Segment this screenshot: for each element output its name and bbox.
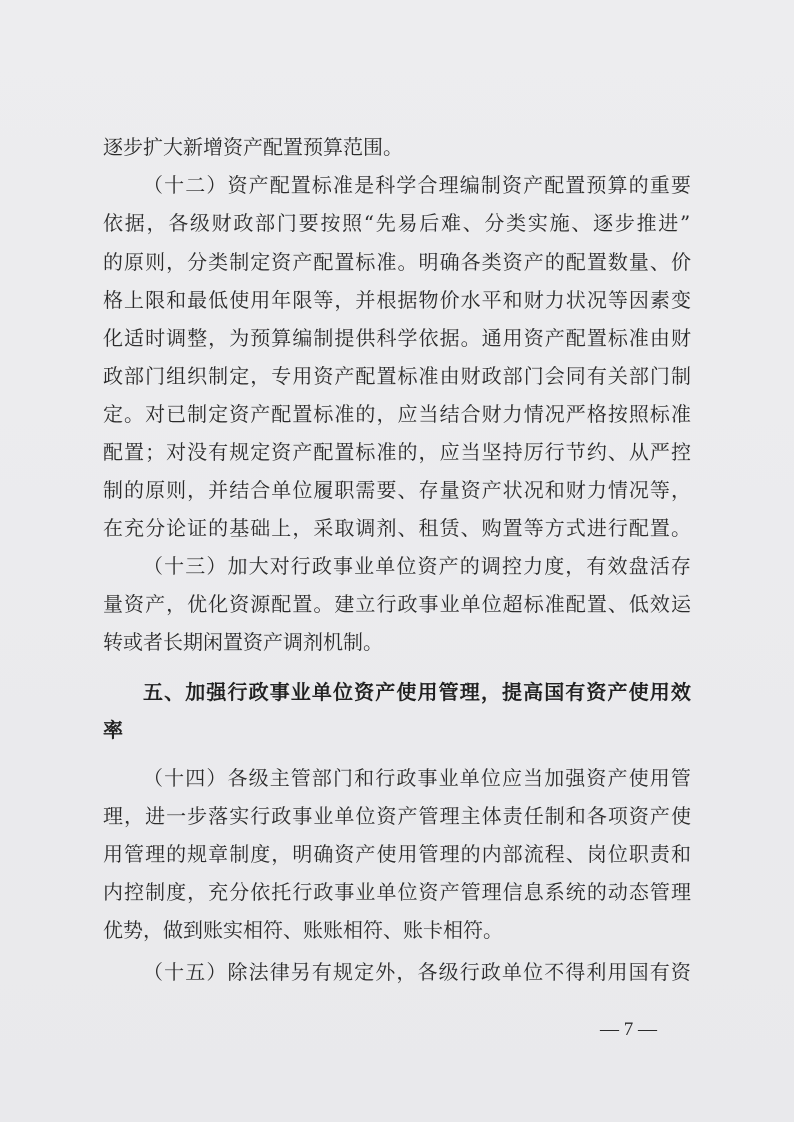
body-line: 依据，各级财政部门要按照“先易后难、分类实施、逐步推进” bbox=[103, 211, 692, 235]
body-line: 制的原则，并结合单位履职需要、存量资产状况和财力情况等， bbox=[103, 478, 692, 502]
body-line: 逐步扩大新增资产配置预算范围。 bbox=[103, 135, 403, 159]
body-line: 的原则，分类制定资产配置标准。明确各类资产的配置数量、价 bbox=[103, 250, 692, 274]
body-line: 政部门组织制定，专用资产配置标准由财政部门会同有关部门制 bbox=[103, 364, 692, 388]
body-line: 理，进一步落实行政事业单位资产管理主体责任制和各项资产使 bbox=[103, 804, 692, 828]
body-line: （十五）除法律另有规定外，各级行政单位不得利用国有资 bbox=[143, 960, 692, 984]
body-line: 化适时调整，为预算编制提供科学依据。通用资产配置标准由财 bbox=[103, 326, 692, 350]
body-line: 在充分论证的基础上，采取调剂、租赁、购置等方式进行配置。 bbox=[103, 516, 692, 540]
section-heading: 五、加强行政事业单位资产使用管理，提高国有资产使用效 bbox=[143, 680, 692, 704]
body-line: 用管理的规章制度，明确资产使用管理的内部流程、岗位职责和 bbox=[103, 842, 692, 866]
body-line: （十三）加大对行政事业单位资产的调控力度，有效盘活存 bbox=[143, 554, 692, 578]
body-line: 优势，做到账实相符、账账相符、账卡相符。 bbox=[103, 918, 503, 942]
body-line: （十四）各级主管部门和行政事业单位应当加强资产使用管 bbox=[143, 766, 692, 790]
body-line: 转或者长期闲置资产调剂机制。 bbox=[103, 630, 383, 654]
section-heading-continued: 率 bbox=[103, 718, 123, 742]
body-line: 量资产，优化资源配置。建立行政事业单位超标准配置、低效运 bbox=[103, 592, 692, 616]
body-line: 定。对已制定资产配置标准的，应当结合财力情况严格按照标准 bbox=[103, 402, 692, 426]
body-line: 内控制度，充分依托行政事业单位资产管理信息系统的动态管理 bbox=[103, 880, 692, 904]
body-line: 配置；对没有规定资产配置标准的，应当坚持厉行节约、从严控 bbox=[103, 440, 692, 464]
body-line: 格上限和最低使用年限等，并根据物价水平和财力状况等因素变 bbox=[103, 288, 692, 312]
body-line: （十二）资产配置标准是科学合理编制资产配置预算的重要 bbox=[143, 173, 692, 197]
page-number: — 7 — bbox=[600, 1019, 657, 1040]
